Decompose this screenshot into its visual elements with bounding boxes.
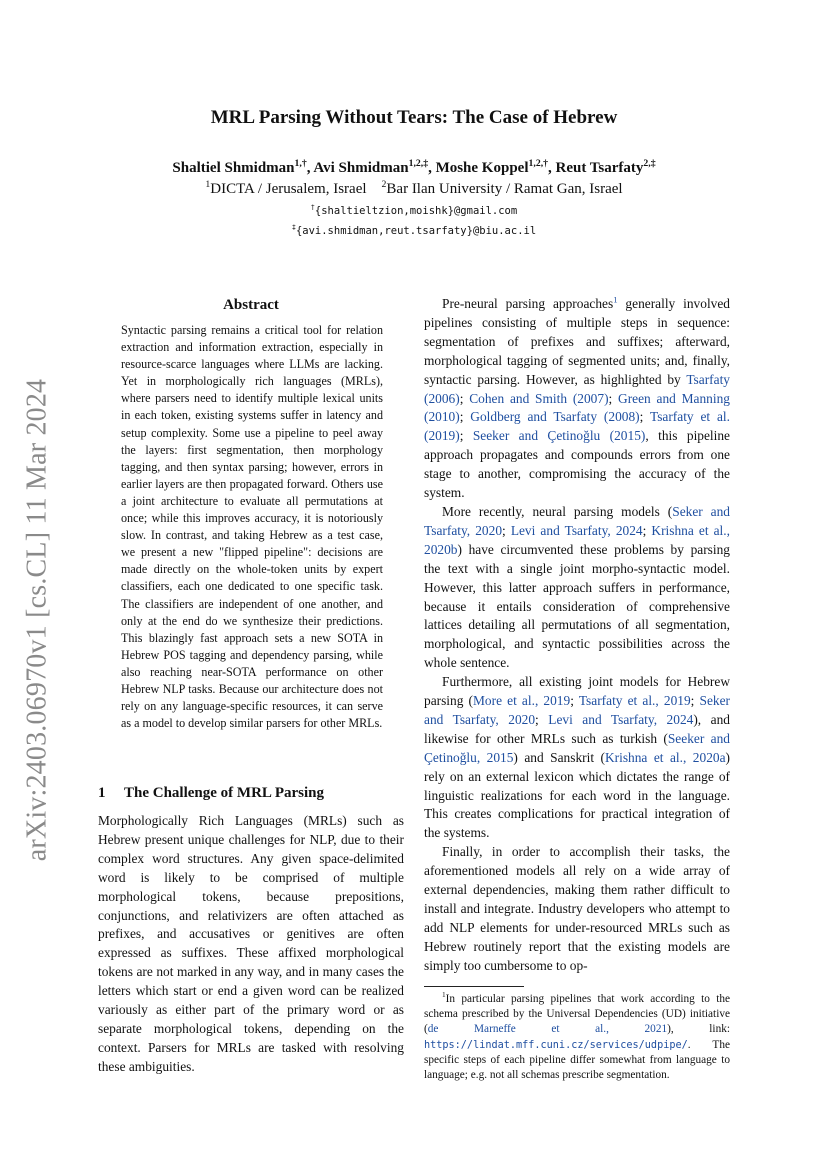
text-span: generally involved pipelines consisting of multiple steps in sequence: segmentation of prefixes and suffixes; afterward, morphological tagging of segmented units; and, finally, syntactic parsing. However, as highlighted by — [424, 296, 730, 387]
footnote-mark: 1 — [442, 990, 446, 1000]
citation-link[interactable]: More et al., 2019 — [473, 693, 571, 709]
arxiv-stamp-text: arXiv:2403.06970v1 [cs.CL] 11 Mar 2024 — [21, 378, 52, 862]
text-span: Furthermore, all existing joint models for Hebrew parsing ( — [424, 674, 730, 709]
affil-mark: 2 — [381, 179, 387, 190]
email-address[interactable]: {shaltieltzion,moishk}@gmail.com — [314, 205, 518, 217]
text-span: ) have circumvented these problems by parsing the text with a single joint morpho-syntactic model. However, this latter approach suffers in performance, because it entails consideration of comprehensive lattices detailing all permutations of all segmentation, morphological, and syntactic possibilities across the whole sentence. — [424, 541, 730, 671]
text-span: ) rely on an external lexicon which dictates the range of linguistic realizations for each word in the language. This creates complications for practical integration of the systems. — [424, 749, 731, 841]
author-name: Moshe Koppel — [435, 160, 529, 176]
author-affil-mark: 1,† — [294, 158, 307, 169]
text-span: In particular parsing pipelines that work according to the schema prescribed by the Universal Dependencies (UD) initiative ( — [424, 993, 730, 1036]
citation-link[interactable]: Seeker and Çetinoğlu (2015) — [472, 428, 646, 444]
text-span: ; — [639, 409, 650, 425]
citation-link[interactable]: Levi and Tsarfaty, 2024 — [548, 711, 694, 727]
author-list: Shaltiel Shmidman$^{1,\dagger}$, Avi Shmidman$^{1,2,\ddagger}$, Moshe Koppel$^{1,2,\dagger}$, Reut Tsarfaty$^{2,\ddagger}$ — [172, 158, 656, 176]
footnote-divider — [424, 986, 524, 987]
citation-link[interactable]: Seker and Tsarfaty, 2020 — [424, 503, 730, 538]
abstract-text: Syntactic parsing remains a critical tool for relation extraction and information extraction, especially in resource-scarce languages where LLMs are lacking. Yet in morphologically rich languages (MRLs), where parsers need to identify multiple lexical units in each token, existing systems suffer in latency and setup complexity. Some use a pipeline to peel away the layers: first segmentation, then morphology tagging, and then syntax parsing; however, errors in earlier layers are then propagated forward. Others use a joint architecture to evaluate all permutations at once; while this improves accuracy, it is notoriously slow. In contrast, and taking Hebrew as a test case, we present a new "flipped pipeline": decisions are made directly on the whole-token units by expert classifiers, each one dedicated to one specific task. The classifiers are independent of one another, and only at the end do we synthesize their predictions. This blazingly fast approach sets a new SOTA in Hebrew POS tagging and dependency parsing, while also reaching near-SOTA performance on other Hebrew NLP tasks. Because our architecture does not rely on any language-specific resources, it can serve as a model to develop similar parsers for other MRLs. — [121, 323, 383, 731]
text-span: ) and Sanskrit ( — [513, 749, 605, 765]
citation-link[interactable]: Tsarfaty et al., 2019 — [578, 693, 691, 709]
citation-link[interactable]: Cohen and Smith (2007) — [469, 390, 609, 406]
text-span: . The specific steps of each pipeline differ somewhat from language to language; e.g. not all schemas prescribe segmentation. — [424, 1038, 730, 1082]
citation-link[interactable]: Krishna et al., 2020b — [424, 522, 730, 557]
text-span: ; — [535, 711, 549, 727]
citation-link[interactable]: Seker and Tsarfaty, 2020 — [424, 693, 731, 727]
footnote-marker[interactable]: 1 — [613, 294, 618, 305]
section-title: The Challenge of MRL Parsing — [124, 785, 325, 801]
text-span: ; — [570, 693, 579, 709]
text-span: ; — [690, 693, 700, 709]
section-number: 1 — [98, 785, 106, 801]
email-mark: † — [310, 203, 315, 212]
text-span: , this pipeline approach propagates and compounds errors from one stage to another, compromising the accuracy of the system. — [424, 428, 731, 501]
author-name: Reut Tsarfaty — [555, 160, 644, 176]
text-span: ; — [459, 390, 470, 406]
arxiv-stamp — [18, 360, 56, 880]
citation-link[interactable]: Green and Manning (2010) — [424, 390, 730, 425]
text-span: ; — [459, 428, 473, 444]
right-column-body — [424, 295, 730, 976]
text-span: ; — [642, 522, 652, 538]
section-heading — [98, 785, 404, 802]
author-affil-mark: 1,2,‡ — [408, 158, 429, 169]
text-span: ; — [608, 390, 619, 406]
affil-mark: 1 — [205, 179, 211, 190]
citation-link[interactable]: Seeker and Çetinoğlu, 2015 — [424, 730, 730, 765]
paper-title: MRL Parsing Without Tears: The Case of Hebrew — [210, 107, 618, 128]
citation-link[interactable]: Tsarfaty et al. (2019) — [424, 409, 730, 444]
citation-link[interactable]: Krishna et al., 2020a — [604, 749, 726, 765]
body-paragraph — [424, 673, 730, 843]
author-name: Avi Shmidman — [313, 160, 409, 176]
author-affil-mark: 2,‡ — [643, 158, 656, 169]
abstract-heading: Abstract — [223, 297, 279, 313]
footnote — [424, 992, 730, 1083]
body-paragraph: Finally, in order to accomplish their tasks, the aforementioned models all rely on a wide array of external dependencies, making them rather difficult to install and integrate. Industry developers who attempt to add NLP elements for under-resourced MRLs such as Hebrew routinely report that the existing models are simply too cumbersome to op- — [424, 844, 730, 973]
body-paragraph — [424, 295, 730, 503]
body-paragraph — [424, 503, 730, 673]
author-name: Shaltiel Shmidman — [172, 160, 295, 176]
citation-link[interactable]: Levi and Tsarfaty, 2024 — [510, 522, 643, 538]
affiliation: Bar Ilan University / Ramat Gan, Israel — [386, 181, 623, 197]
affiliation: DICTA / Jerusalem, Israel — [210, 181, 367, 197]
body-paragraph: Morphologically Rich Languages (MRLs) such as Hebrew present unique challenges for NLP, due to their complex word structures. Any given space-delimited word is likely to be comprised of multiple morphological tokens, because prepositions, conjunctions, and relativizers are often attached as prefixes, and accusatives or genitives are often expressed as suffixes. These affixed morphological tokens are not marked in any way, and in many cases the letters which start or end a given word can be realized variously as either part of the primary word or as separate morphological tokens, depending on the context. Parsers for MRLs are tasked with resolving these ambiguities. — [98, 813, 404, 1074]
text-span: ; — [502, 522, 511, 538]
text-span: ), link: — [667, 1023, 731, 1036]
citation-link[interactable]: de Marneffe et al., 2021 — [427, 1023, 668, 1036]
left-column-body — [98, 812, 404, 1077]
citation-link[interactable]: Goldberg and Tsarfaty (2008) — [470, 409, 640, 425]
email-mark: ‡ — [291, 223, 296, 232]
text-span: ), and likewise for other MRLs such as turkish ( — [424, 711, 730, 746]
email-address[interactable]: {avi.shmidman,reut.tsarfaty}@biu.ac.il — [295, 225, 537, 237]
author-affil-mark: 1,2,† — [528, 158, 548, 169]
citation-link[interactable]: Tsarfaty (2006) — [424, 371, 730, 406]
text-span: Pre-neural parsing approaches — [442, 296, 614, 311]
email-line — [0, 205, 828, 217]
text-span: More recently, neural parsing models ( — [442, 503, 673, 519]
url-link[interactable]: https://lindat.mff.cuni.cz/services/udpipe/ — [424, 1039, 688, 1051]
affiliations — [0, 181, 828, 198]
text-span: ; — [459, 409, 471, 425]
email-line — [0, 225, 828, 237]
